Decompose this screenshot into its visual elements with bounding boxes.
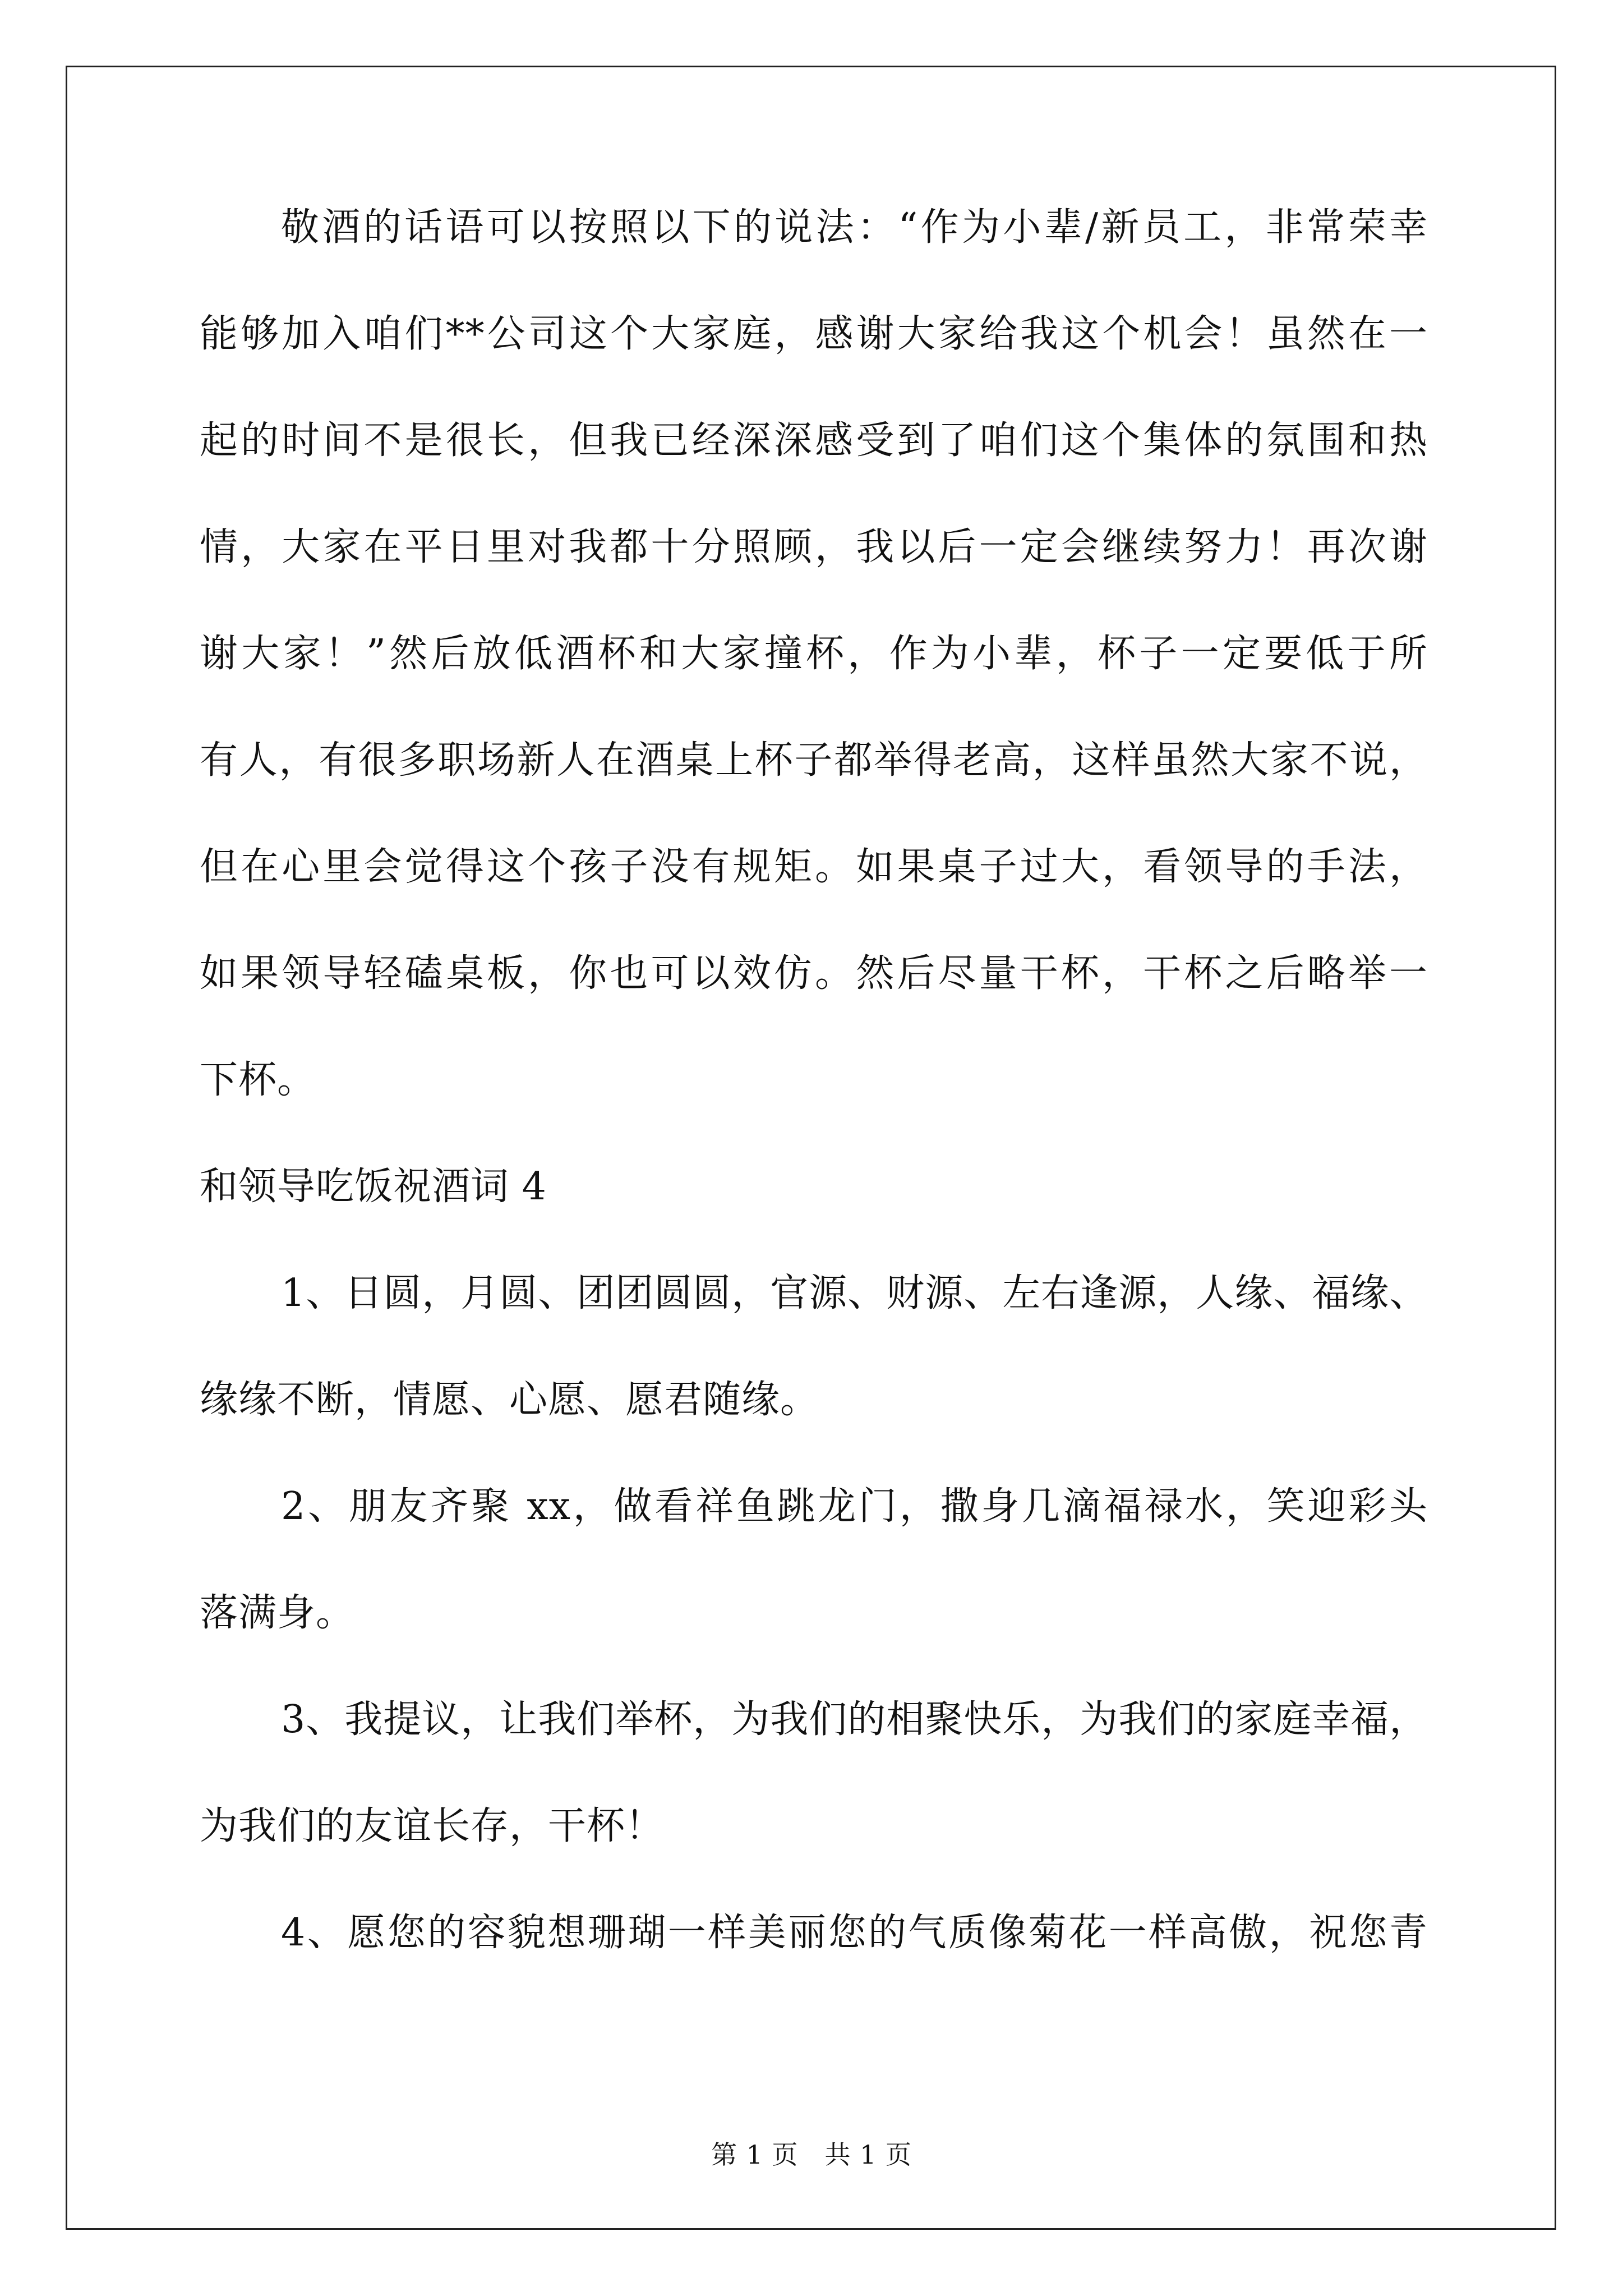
page-footer: 第 1 页 共 1 页 [711, 2139, 912, 2170]
paragraph-line: 敬酒的话语可以按照以下的说法：“作为小辈/新员工，非常荣幸 [281, 205, 1428, 250]
list-item-line: 落满身。 [200, 1591, 355, 1635]
paragraph-line: 如果领导轻磕桌板，你也可以效仿。然后尽量干杯，干杯之后略举一 [200, 951, 1428, 996]
paragraph-line: 但在心里会觉得这个孩子没有规矩。如果桌子过大，看领导的手法， [200, 845, 1428, 889]
list-item-line: 2、朋友齐聚 xx，做看祥鱼跳龙门，撒身几滴福禄水，笑迎彩头 [281, 1484, 1428, 1529]
paragraph-line: 起的时间不是很长，但我已经深深感受到了咱们这个集体的氛围和热 [200, 418, 1428, 463]
paragraph-line: 情，大家在平日里对我都十分照顾，我以后一定会继续努力！再次谢 [200, 525, 1428, 569]
section-heading: 和领导吃饭祝酒词 4 [200, 1165, 547, 1209]
paragraph-line: 有人，有很多职场新人在酒桌上杯子都举得老高，这样虽然大家不说， [200, 738, 1428, 783]
list-item-line: 1、日圆，月圆、团团圆圆，官源、财源、左右逢源，人缘、福缘、 [281, 1271, 1428, 1315]
page-border [66, 66, 1556, 2230]
paragraph-line: 能够加入咱们**公司这个大家庭，感谢大家给我这个机会！虽然在一 [200, 312, 1428, 356]
paragraph-line: 谢大家！”然后放低酒杯和大家撞杯，作为小辈，杯子一定要低于所 [200, 632, 1428, 676]
paragraph-line: 下杯。 [200, 1058, 316, 1102]
list-item-line: 3、我提议，让我们举杯，为我们的相聚快乐，为我们的家庭幸福， [281, 1697, 1428, 1742]
list-item-line: 缘缘不断，情愿、心愿、愿君随缘。 [200, 1378, 819, 1422]
list-item-line: 为我们的友谊长存，干杯！ [200, 1804, 665, 1848]
list-item-line: 4、愿您的容貌想珊瑚一样美丽您的气质像菊花一样高傲，祝您青 [281, 1911, 1428, 1955]
